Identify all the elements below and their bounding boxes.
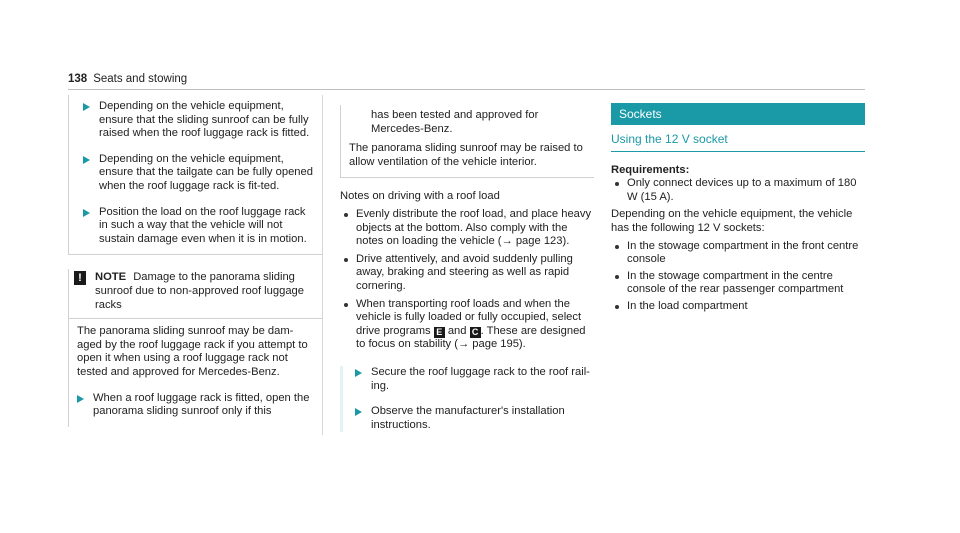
drive-program-c-icon: C bbox=[470, 327, 481, 338]
sockets-list bbox=[611, 240, 865, 314]
step-item: Secure the roof luggage rack to the roof rail-ing. bbox=[355, 366, 594, 393]
note-text: The panorama sliding sunroof may be dam-aged by the roof luggage rack if you attempt to open it when using a roof luggage rack not tested and approved for Mercedes-Benz. bbox=[77, 325, 308, 378]
list-item: In the load compartment bbox=[611, 300, 865, 314]
arrow-right-icon bbox=[355, 369, 362, 377]
list-item: Drive attentively, and avoid suddenly pulling away, braking and steering as well as rapid cornering. bbox=[340, 253, 594, 294]
list-item: In the stowage compartment in the front centre console bbox=[611, 240, 865, 267]
note-label: NOTE bbox=[95, 271, 127, 284]
requirements-label: Requirements: bbox=[611, 163, 690, 176]
bullet-list bbox=[340, 208, 594, 352]
instruction-box bbox=[68, 95, 322, 255]
page-header bbox=[68, 73, 187, 87]
instruction-steps bbox=[340, 366, 594, 432]
continuation-paragraph: The panorama sliding sunroof may be raised to allow ventilation of the vehicle interior. bbox=[349, 142, 583, 168]
intro-text: Notes on driving with a roof load bbox=[340, 190, 500, 203]
step-item: When a roof luggage rack is fitted, open the panorama sliding sunroof only if this bbox=[77, 392, 314, 419]
step-item: Depending on the vehicle equipment, ensure that the tailgate can be fully opened when the roof luggage rack is fit-ted. bbox=[83, 153, 314, 194]
list-item: Only connect devices up to a maximum of 180 W (15 A). bbox=[611, 177, 865, 204]
arrow-right-icon bbox=[83, 209, 90, 217]
arrow-right-icon bbox=[83, 103, 90, 111]
column-2 bbox=[340, 95, 594, 432]
step-item: Depending on the vehicle equipment, ensure that the sliding sunroof can be fully raised when the roof luggage rack is fitted. bbox=[83, 100, 314, 141]
list-item: Evenly distribute the roof load, and place heavy objects at the bottom. Also comply with the notes on loading the vehicle (→ page 123). bbox=[340, 208, 594, 249]
list-item: When transporting roof loads and when the vehicle is fully loaded or fully occupied, select drive programs E and C . These are designed to focus on stability (→ page 195). bbox=[340, 298, 594, 352]
drive-program-e-icon: E bbox=[434, 327, 445, 338]
chapter-title: Seats and stowing bbox=[93, 73, 188, 85]
sockets-intro: Depending on the vehicle equipment, the vehicle has the following 12 V sockets: bbox=[611, 208, 853, 234]
column-3 bbox=[611, 103, 865, 317]
step-item: Position the load on the roof luggage rack in such a way that the vehicle will not sustain damage even when it is in motion. bbox=[83, 206, 314, 247]
continuation-text: has been tested and approved for Mercedes-Benz. bbox=[371, 109, 539, 135]
exclamation-icon: ! bbox=[74, 271, 86, 285]
section-title: Sockets bbox=[611, 103, 865, 125]
note-box bbox=[68, 269, 322, 426]
arrow-right-icon bbox=[77, 395, 84, 403]
requirements-list bbox=[611, 177, 865, 204]
list-item: In the stowage compartment in the centre console of the rear passenger compartment bbox=[611, 270, 865, 297]
step-item: Observe the manufacturer's installation instructions. bbox=[355, 405, 594, 432]
column-1 bbox=[68, 95, 322, 427]
note-body bbox=[69, 319, 322, 427]
arrow-right-icon bbox=[355, 408, 362, 416]
note-continuation bbox=[340, 105, 594, 178]
subsection-title: Using the 12 V socket bbox=[611, 133, 865, 152]
page-number: 138 bbox=[68, 73, 88, 85]
column-separator-left bbox=[322, 95, 323, 435]
note-title: Damage to the panorama sliding sunroof due to non-approved roof luggage racks bbox=[95, 271, 304, 311]
arrow-right-icon bbox=[83, 156, 90, 164]
note-header bbox=[69, 269, 322, 319]
header-rule bbox=[68, 89, 865, 90]
